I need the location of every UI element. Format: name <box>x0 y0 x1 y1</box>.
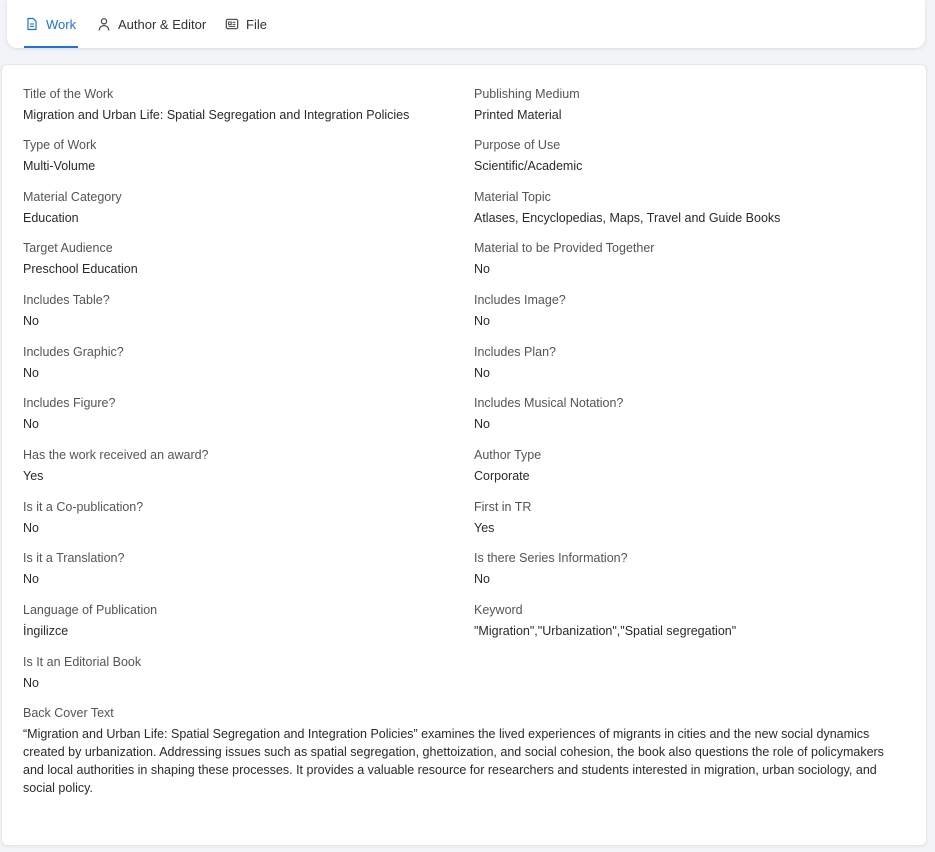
field-purpose-of-use <box>474 137 582 174</box>
field-value: No <box>23 314 39 328</box>
field-label: Includes Figure? <box>23 396 116 410</box>
tab-author-editor[interactable] <box>97 0 206 48</box>
field-label: Material Topic <box>474 190 551 204</box>
field-label: Includes Table? <box>23 293 110 307</box>
field-value: Yes <box>23 469 44 483</box>
field-value: Multi-Volume <box>23 159 96 173</box>
field-target-audience <box>23 240 138 277</box>
work-details-card <box>1 64 927 846</box>
field-value: Preschool Education <box>23 262 138 276</box>
field-label: Is there Series Information? <box>474 551 628 565</box>
field-series-information <box>474 550 628 587</box>
field-label: Is it a Translation? <box>23 551 125 565</box>
field-first-in-tr <box>474 499 531 536</box>
field-label: Target Audience <box>23 241 113 255</box>
field-type-of-work <box>23 137 96 174</box>
field-label: Includes Musical Notation? <box>474 396 624 410</box>
field-value: Scientific/Academic <box>474 159 583 173</box>
field-author-type <box>474 447 541 484</box>
field-keyword <box>474 602 736 639</box>
field-label: Has the work received an award? <box>23 448 209 462</box>
tab-file[interactable] <box>225 0 267 48</box>
field-includes-table <box>23 292 110 329</box>
field-value: Education <box>23 211 79 225</box>
field-publishing-medium <box>474 86 580 123</box>
field-value: No <box>23 521 39 535</box>
file-card-icon <box>225 17 239 31</box>
tab-author-editor-label: Author & Editor <box>118 16 207 32</box>
field-value: No <box>474 366 490 380</box>
field-value: Atlases, Encyclopedias, Maps, Travel and Guide Books <box>474 211 781 225</box>
field-includes-plan <box>474 344 556 381</box>
field-editorial-book <box>23 654 141 691</box>
field-value: No <box>23 676 39 690</box>
field-label: Is It an Editorial Book <box>23 655 142 669</box>
field-value: Printed Material <box>474 108 562 122</box>
tab-bar <box>7 0 925 48</box>
field-label: Material to be Provided Together <box>474 241 655 255</box>
field-includes-graphic <box>23 344 124 381</box>
tab-file-label: File <box>246 16 267 32</box>
tab-work-label: Work <box>46 16 77 32</box>
field-label: Includes Graphic? <box>23 345 124 359</box>
field-value: No <box>474 572 490 586</box>
field-value: Migration and Urban Life: Spatial Segregation and Integration Policies <box>23 108 410 122</box>
field-value: No <box>474 262 490 276</box>
field-material-topic <box>474 189 780 226</box>
field-label: Language of Publication <box>23 603 158 617</box>
field-label: Title of the Work <box>23 87 114 101</box>
user-icon <box>97 17 111 31</box>
field-material-provided-together <box>474 240 654 277</box>
field-value: İngilizce <box>23 624 69 638</box>
field-value: Corporate <box>474 469 530 483</box>
field-value: “Migration and Urban Life: Spatial Segregation and Integration Policies” examines the lived experiences of migrants in cities and the new social dynamics created by urbanization. Addressing issues such as spatial segregation, ghettoization, and social cohesion, the book also questions the role of policymakers and local authorities in shaping these processes. It provides a valuable resource for researchers and students interested in migration, urban sociology, and social policy. <box>23 727 884 795</box>
field-value: No <box>23 366 39 380</box>
field-label: Includes Plan? <box>474 345 557 359</box>
field-includes-musical-notation <box>474 395 623 432</box>
field-label: Keyword <box>474 603 523 617</box>
field-language-of-publication <box>23 602 157 639</box>
field-label: Includes Image? <box>474 293 566 307</box>
field-label: Type of Work <box>23 138 97 152</box>
field-label: Is it a Co-publication? <box>23 500 144 514</box>
field-value: Yes <box>474 521 495 535</box>
field-includes-image <box>474 292 566 329</box>
field-label: Publishing Medium <box>474 87 580 101</box>
field-back-cover-text <box>23 705 903 797</box>
field-value: "Migration","Urbanization","Spatial segregation" <box>474 624 737 638</box>
field-label: Author Type <box>474 448 542 462</box>
field-includes-figure <box>23 395 115 432</box>
field-value: No <box>474 314 490 328</box>
field-label: First in TR <box>474 500 532 514</box>
field-value: No <box>474 417 490 431</box>
field-label: Material Category <box>23 190 122 204</box>
field-material-category <box>23 189 122 226</box>
field-value: No <box>23 572 39 586</box>
tab-work[interactable] <box>25 0 76 48</box>
field-label: Back Cover Text <box>23 706 114 720</box>
field-co-publication <box>23 499 143 536</box>
field-translation <box>23 550 124 587</box>
field-title-of-work <box>23 86 409 123</box>
field-value: No <box>23 417 39 431</box>
document-icon <box>25 17 39 31</box>
field-label: Purpose of Use <box>474 138 561 152</box>
field-received-award <box>23 447 209 484</box>
